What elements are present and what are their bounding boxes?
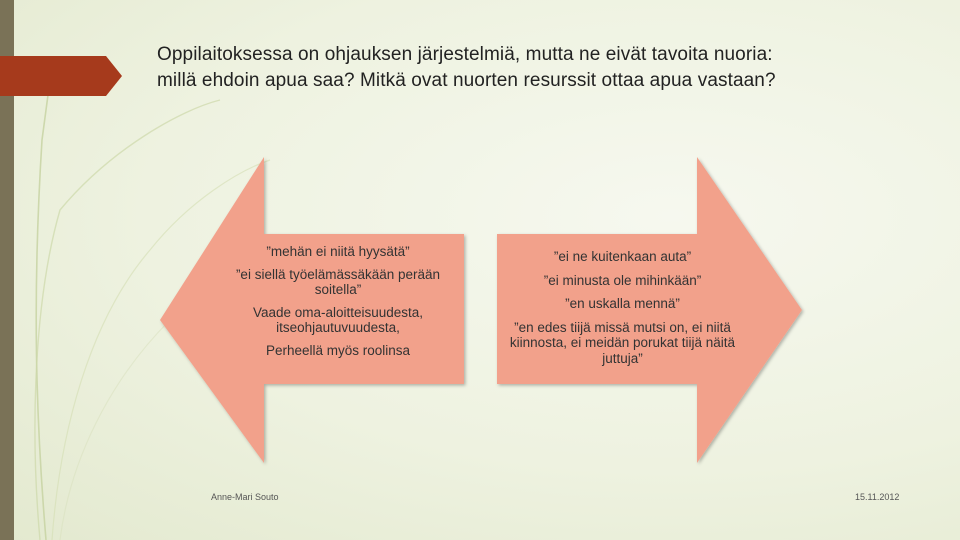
slide-title: Oppilaitoksessa on ohjauksen järjestelmiä, mutta ne eivät tavoita nuoria: millä ehdoin apua saa? Mitkä ovat nuorten resurssit ottaa apua vastaan? — [157, 44, 776, 91]
right-arrow-text — [500, 249, 745, 374]
left-arrow-text — [228, 244, 448, 365]
left-quote-2: ”ei siellä työelämässäkään perään soitella” — [235, 266, 441, 297]
left-quote-1: ”mehän ei niitä hyysätä” — [266, 244, 410, 259]
right-quote-1: ”ei ne kuitenkaan auta” — [553, 249, 692, 264]
footer-date: 15.11.2012 — [855, 492, 900, 502]
left-note-2: Perheellä myös roolinsa — [265, 342, 411, 358]
right-quote-2: ”ei minusta ole mihinkään” — [543, 272, 702, 288]
footer-author: Anne-Mari Souto — [211, 492, 279, 502]
right-quote-4: ”en edes tiijä missä mutsi on, ei niitä kiinnosta, ei meidän porukat tiijä näitä juttuja” — [509, 319, 736, 366]
left-note-1: Vaade oma-aloitteisuudesta, itseohjautuvuudesta, — [252, 304, 424, 335]
right-quote-3: ”en uskalla mennä” — [565, 296, 680, 311]
